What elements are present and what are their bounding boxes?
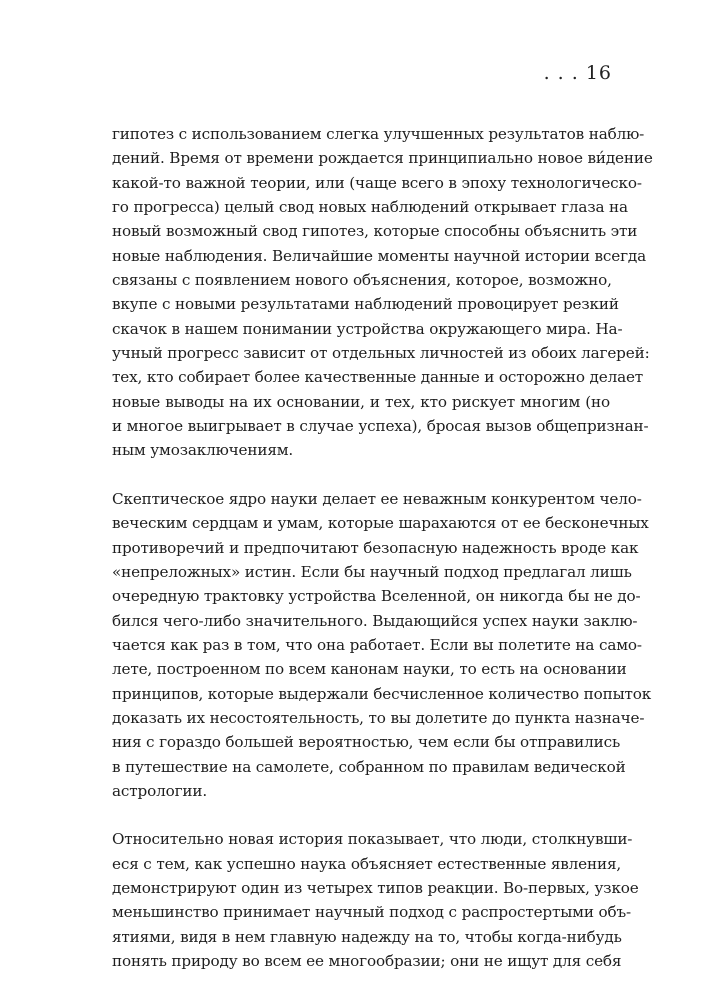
paragraph-1 — [112, 122, 653, 463]
text-line: гипотез с использованием слегка улучшенных результатов наблю- — [112, 125, 645, 143]
text-line: связаны с появлением нового объяснения, которое, возможно, — [112, 271, 612, 290]
text-line: меньшинство принимает научный подход с распростертыми объ- — [112, 903, 631, 922]
text-line: новые выводы на их основании, и тех, кто рискует многим (но — [112, 392, 610, 411]
text-line: Скептическое ядро науки делает ее неважным конкурентом чело- — [112, 489, 642, 508]
text-line: демонстрируют один из четырех типов реакции. Во-первых, узкое — [112, 878, 639, 897]
text-line: лете, построенном по всем канонам науки, то есть на основании — [112, 660, 627, 679]
text-line: вкупе с новыми результатами наблюдений провоцирует резкий — [112, 295, 619, 314]
text-line: чается как раз в том, что она работает. Если вы полетите на само- — [112, 635, 642, 654]
paragraph-3 — [112, 827, 639, 973]
text-line: понять природу во всем ее многообразии; они не ищут для себя — [112, 952, 622, 970]
text-line: учный прогресс зависит от отдельных личностей из обоих лагерей: — [112, 344, 650, 363]
text-line: доказать их несостоятельность, то вы долетите до пункта назначе- — [112, 708, 645, 727]
text-line: и многое выигрывает в случае успеха), бросая вызов общепризнан- — [112, 417, 649, 436]
body-text — [112, 122, 653, 997]
text-line: принципов, которые выдержали бесчисленное количество попыток — [112, 684, 652, 703]
text-line: еся с тем, как успешно наука объясняет естественные явления, — [112, 854, 622, 873]
text-line: ным умозаключениям. — [112, 441, 294, 460]
text-line: скачок в нашем понимании устройства окружающего мира. На- — [112, 319, 623, 338]
text-line: ятиями, видя в нем главную надежду на то, чтобы когда-нибудь — [112, 927, 622, 946]
text-line: «непреложных» истин. Если бы научный подход предлагал лишь — [112, 562, 632, 581]
text-line: новый возможный свод гипотез, которые способны объяснить эти — [112, 222, 638, 241]
text-line: противоречий и предпочитают безопасную надежность вроде как — [112, 538, 639, 557]
text-line: астрологии. — [112, 781, 207, 800]
text-line: веческим сердцам и умам, которые шарахаются от ее бесконечных — [112, 514, 649, 533]
text-line: какой-то важной теории, или (чаще всего в эпоху технологическо- — [112, 173, 642, 192]
text-line: бился чего-либо значительного. Выдающийся успех науки заклю- — [112, 611, 638, 630]
text-line: дений. Время от времени рождается принципиально новое ви́дение — [112, 149, 653, 168]
text-line: новые наблюдения. Величайшие моменты научной истории всегда — [112, 246, 647, 265]
text-line: в путешествие на самолете, собранном по правилам ведической — [112, 757, 626, 776]
page-number: . . . 16 — [543, 62, 612, 84]
text-line: Относительно новая история показывает, что люди, столкнувши- — [112, 830, 633, 849]
text-line: очередную трактовку устройства Вселенной, он никогда бы не до- — [112, 587, 641, 606]
text-line: ния с гораздо большей вероятностью, чем если бы отправились — [112, 733, 621, 752]
text-line: го прогресса) целый свод новых наблюдений открывает глаза на — [112, 198, 628, 217]
text-line: тех, кто собирает более качественные данные и осторожно делает — [112, 368, 644, 387]
paragraph-2 — [112, 487, 652, 803]
